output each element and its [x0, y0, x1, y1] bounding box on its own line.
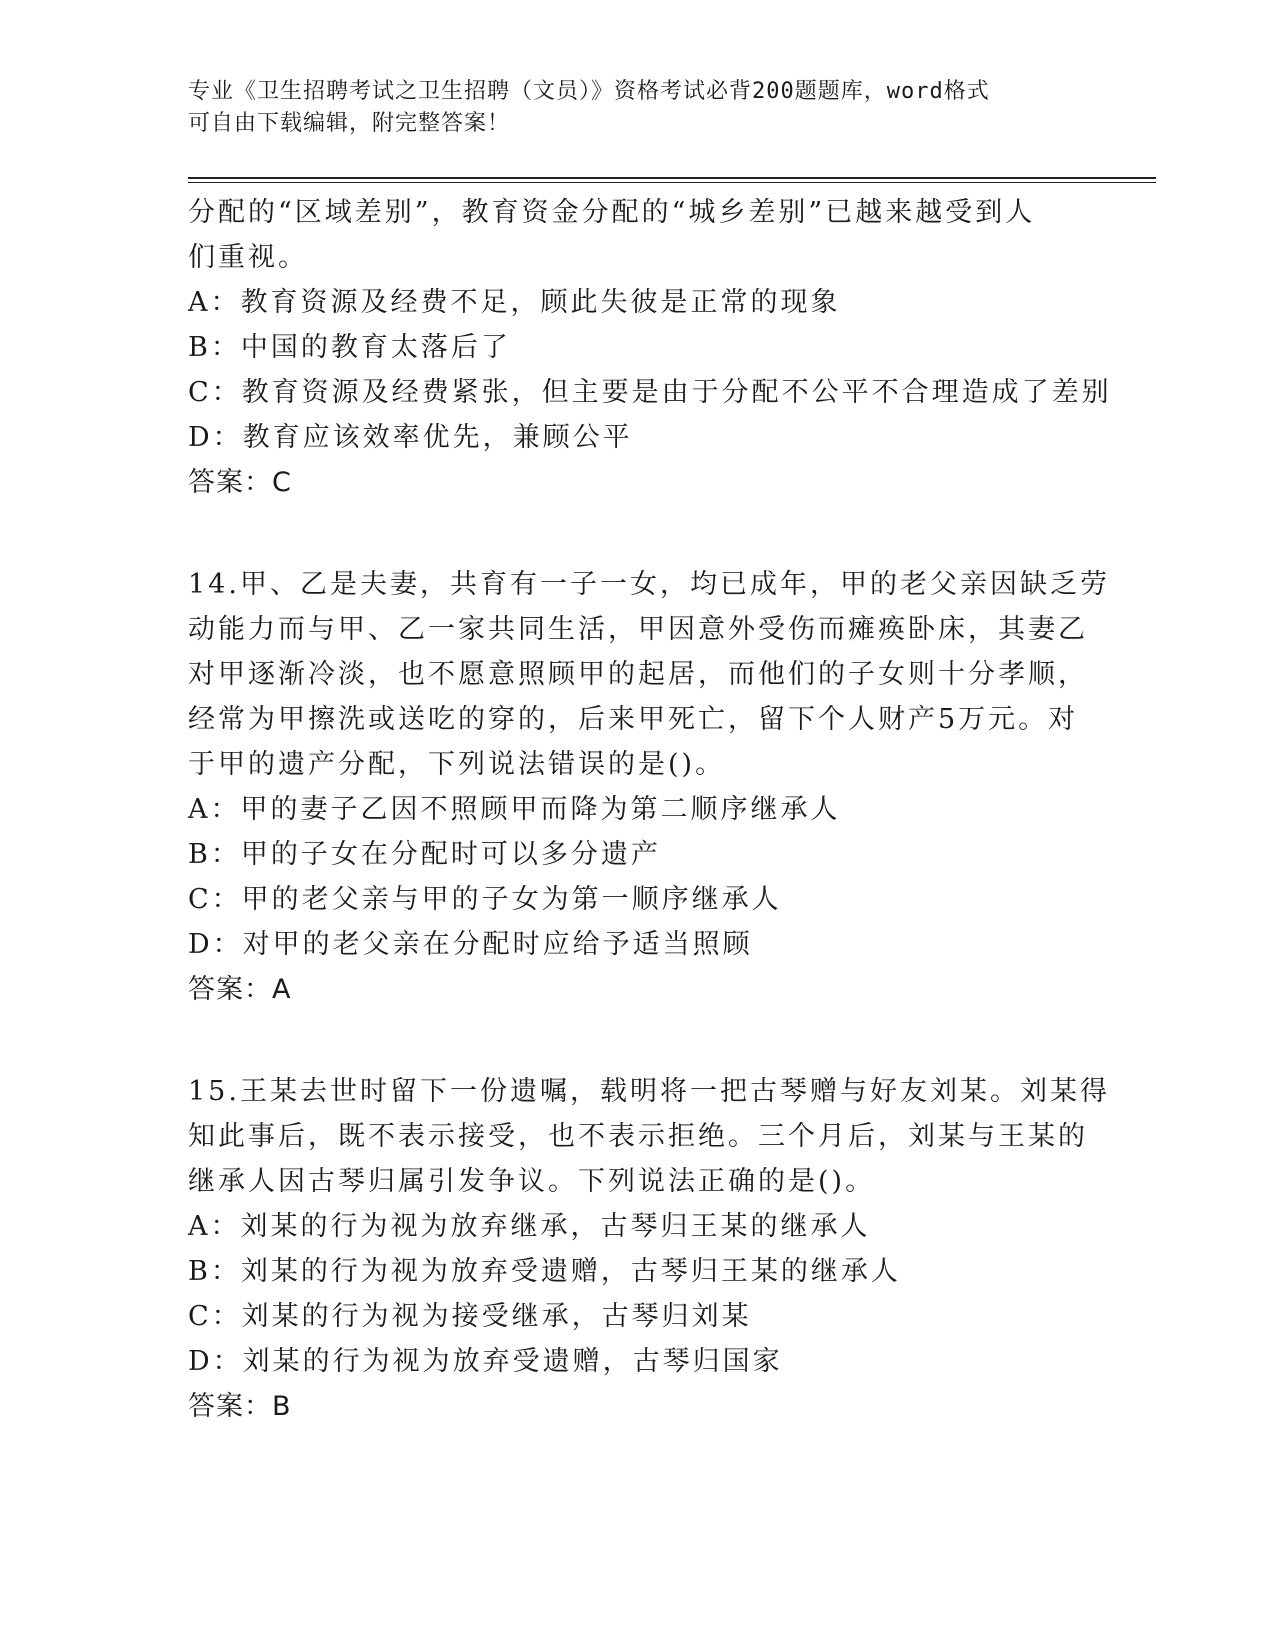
- question-stem-line: 知此事后，既不表示接受，也不表示拒绝。三个月后，刘某与王某的: [188, 1121, 1088, 1152]
- question-content: [188, 190, 1112, 1429]
- question-stem-line: 经常为甲擦洗或送吃的穿的，后来甲死亡，留下个人财产5万元。对: [188, 704, 1079, 735]
- page-header: [188, 76, 1068, 140]
- option-d: D：对甲的老父亲在分配时应给予适当照顾: [188, 929, 753, 960]
- option-d: D：刘某的行为视为放弃受遗赠，古琴归国家: [188, 1346, 783, 1377]
- answer-label: 答案：C: [188, 467, 292, 498]
- question-13-continued: [188, 190, 1112, 505]
- header-line-1: 专业《卫生招聘考试之卫生招聘（文员）》资格考试必背200题题库，word格式: [188, 79, 990, 104]
- option-d: D：教育应该效率优先，兼顾公平: [188, 422, 633, 453]
- question-stem-line: 继承人因古琴归属引发争议。下列说法正确的是()。: [188, 1166, 876, 1197]
- option-b: B：刘某的行为视为放弃受遗赠，古琴归王某的继承人: [188, 1256, 901, 1287]
- question-15: [188, 1069, 1110, 1429]
- question-stem-line: 15.王某去世时留下一份遗嘱，载明将一把古琴赠与好友刘某。刘某得: [188, 1076, 1110, 1107]
- question-stem-line: 于甲的遗产分配，下列说法错误的是()。: [188, 749, 726, 780]
- question-stem-line: 分配的“区域差别”，教育资金分配的“城乡差别”已越来越受到人: [188, 197, 1036, 228]
- option-c: C：甲的老父亲与甲的子女为第一顺序继承人: [188, 884, 782, 915]
- question-stem-line: 对甲逐渐冷淡，也不愿意照顾甲的起居，而他们的子女则十分孝顺，: [188, 659, 1088, 690]
- question-stem-line: 动能力而与甲、乙一家共同生活，甲因意外受伤而瘫痪卧床，其妻乙: [188, 614, 1088, 645]
- option-c: C：刘某的行为视为接受继承，古琴归刘某: [188, 1301, 752, 1332]
- spacer: [188, 1012, 1088, 1069]
- option-c: C：教育资源及经费紧张，但主要是由于分配不公平不合理造成了差别: [188, 377, 1112, 408]
- answer-label: 答案：A: [188, 974, 292, 1005]
- option-a: A：刘某的行为视为放弃继承，古琴归王某的继承人: [188, 1211, 871, 1242]
- option-a: A：甲的妻子乙因不照顾甲而降为第二顺序继承人: [188, 794, 841, 825]
- option-b: B：中国的教育太落后了: [188, 332, 511, 363]
- answer-label: 答案：B: [188, 1391, 292, 1422]
- header-rule-thick: [188, 177, 1156, 179]
- spacer: [188, 505, 1088, 562]
- question-14: [188, 562, 1110, 1012]
- header-line-2: 可自由下载编辑，附完整答案！: [188, 111, 511, 136]
- question-stem-line: 14.甲、乙是夫妻，共育有一子一女，均已成年，甲的老父亲因缺乏劳: [188, 569, 1110, 600]
- header-rule-thin: [188, 182, 1156, 183]
- option-a: A：教育资源及经费不足，顾此失彼是正常的现象: [188, 287, 841, 318]
- option-b: B：甲的子女在分配时可以多分遗产: [188, 839, 661, 870]
- question-stem-line: 们重视。: [188, 242, 308, 273]
